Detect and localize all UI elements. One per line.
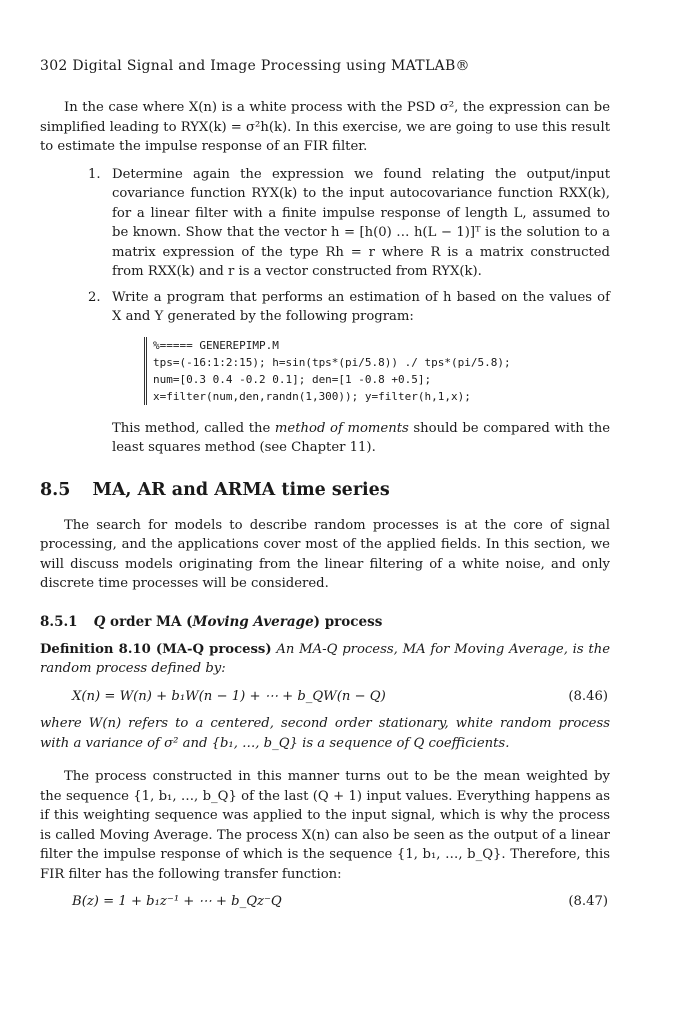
definition-where: where W(n) refers to a centered, second order stationary, white random process with a variance of σ² and {b₁, …, b_Q} is a sequence of Q coefficients. <box>40 716 610 751</box>
exercise-list <box>40 165 610 327</box>
page-number: 302 <box>40 58 68 74</box>
method-note: This method, called the method of moments should be compared with the least squares method (see Chapter 11). <box>112 420 610 455</box>
equation-formula: B(z) = 1 + b₁z⁻¹ + ⋯ + b_Qz⁻Q <box>72 894 282 909</box>
code-line: num=[0.3 0.4 -0.2 0.1]; den=[1 -0.8 +0.5]; <box>153 372 432 386</box>
section-heading <box>40 480 610 500</box>
closing-paragraph: The process constructed in this manner turns out to be the mean weighted by the sequence {1, b₁, …, b_Q} of the last (Q + 1) input values. Everything happens as if this weighting sequence was applied to the input signal, which is why the process is called Moving Average. The process X(n) can also be seen as the output of a linear filter the impulse response of which is the sequence {1, b₁, …, b_Q}. Therefore, this FIR filter has the following transfer function: <box>40 769 610 882</box>
equation-8-47 <box>40 892 610 912</box>
subsection-emphasis: Moving Average <box>192 613 314 630</box>
page-header <box>40 58 610 74</box>
subsection-number: 8.5.1 <box>40 613 78 630</box>
exercise-number: 1. <box>88 166 101 182</box>
section-paragraph: The search for models to describe random processes is at the core of signal processing, and the applications cover most of the applied fields. In this section, we will discuss models originating from the linear filtering of a white noise, and only discrete time processes will be considered. <box>40 517 610 591</box>
equation-number: (8.47) <box>568 894 608 909</box>
exercise-number: 2. <box>88 289 101 305</box>
equation-8-46 <box>40 687 610 707</box>
equation-number: (8.46) <box>568 688 608 704</box>
definition-label: Definition 8.10 (MA-Q process) <box>40 641 272 657</box>
method-emphasis: method of moments <box>274 420 409 436</box>
exercise-item-1 <box>40 165 610 282</box>
exercise-text: Write a program that performs an estimation of h based on the values of X and Y generated by the following program: <box>112 289 610 324</box>
intro-paragraph: In the case where X(n) is a white process with the PSD σ², the expression can be simplified leading to RYX(k) = σ²h(k). In this exercise, we are going to use this result to estimate the impulse response of an FIR filter. <box>40 100 610 154</box>
code-listing <box>144 337 610 405</box>
equation-formula: X(n) = W(n) + b₁W(n − 1) + ⋯ + b_QW(n − Q) <box>72 688 386 704</box>
section-number: 8.5 <box>40 479 71 500</box>
subsection-heading: 8.5.1 Q order MA (Moving Average) process <box>40 613 383 630</box>
running-title: Digital Signal and Image Processing using MATLAB® <box>72 58 470 74</box>
section-title: MA, AR and ARMA time series <box>92 479 390 500</box>
book-page <box>40 58 610 920</box>
code-line: tps=(-16:1:2:15); h=sin(tps*(pi/5.8)) ./ tps*(pi/5.8); <box>153 355 511 369</box>
code-line: x=filter(num,den,randn(1,300)); y=filter(h,1,x); <box>153 389 471 403</box>
definition-text: An MA-Q process, MA for Moving Average, is the random process defined by: <box>40 641 610 676</box>
definition <box>40 640 610 679</box>
exercise-text: Determine again the expression we found relating the output/input covariance function RYX(k) to the input autocovariance function RXX(k), for a linear filter with a finite impulse response of length L, assumed to be known. Show that the vector h = [h(0) … h(L − 1)]ᵀ is the solution to a matrix expression of the type Rh = r where R is a matrix constructed from RXX(k) and r is a vector constructed from RYX(k). <box>112 166 610 279</box>
code-line: %===== GENEREPIMP.M <box>153 338 279 352</box>
exercise-item-2 <box>40 288 610 327</box>
